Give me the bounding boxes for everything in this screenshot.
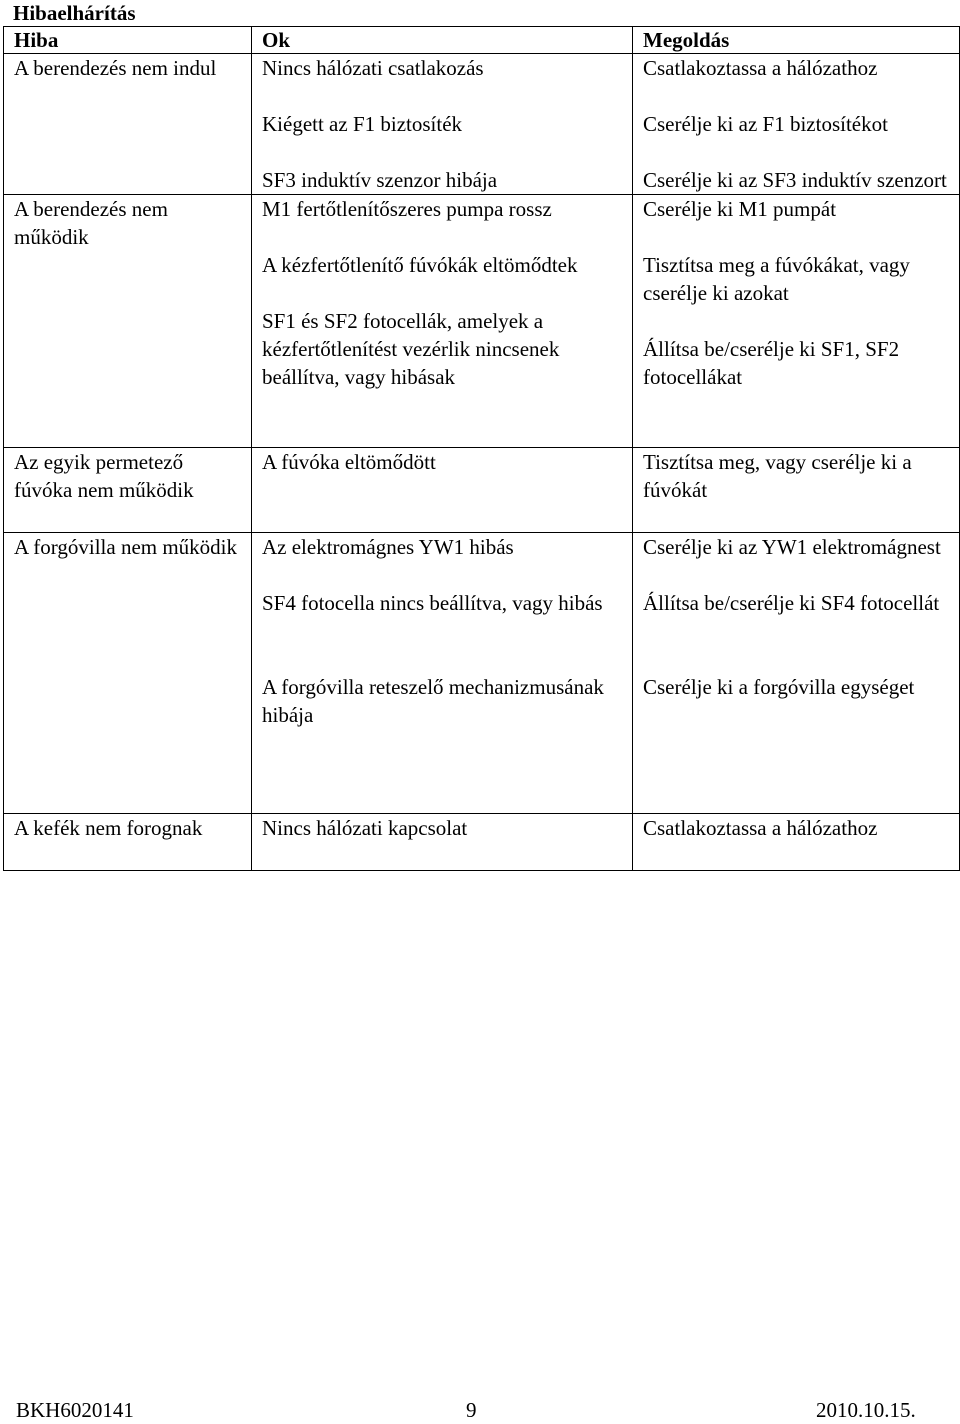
table-row: [4, 448, 960, 533]
solution-cell: [633, 195, 960, 448]
fault-cell: [4, 195, 252, 448]
solution-text: Cserélje ki az SF3 induktív szenzort: [643, 168, 947, 192]
solution-text: Csatlakoztassa a hálózathoz: [643, 816, 878, 840]
cause-text: Nincs hálózati csatlakozás: [262, 56, 484, 80]
header-cause: Ok: [252, 27, 633, 54]
fault-cell: [4, 54, 252, 195]
cause-cell: [252, 195, 633, 448]
solution-cell: [633, 448, 960, 533]
fault-cell: [4, 814, 252, 871]
fault-text: A forgóvilla nem működik: [14, 535, 238, 559]
solution-text: Cserélje ki M1 pumpát: [643, 197, 837, 221]
cause-cell: [252, 448, 633, 533]
footer-doc-id: BKH6020141: [16, 1398, 134, 1422]
fault-text: A berendezés nem működik: [14, 197, 168, 249]
footer-date: 2010.10.15.: [816, 1398, 916, 1422]
table-row: [4, 54, 960, 195]
fault-text: A berendezés nem indul: [14, 56, 217, 80]
solution-text: Tisztítsa meg a fúvókákat, vagy cserélje ki azokat: [643, 253, 910, 305]
cause-cell: [252, 54, 633, 195]
troubleshooting-table: [3, 26, 960, 871]
fault-cell: [4, 448, 252, 533]
page-footer: [0, 1396, 960, 1424]
table-header-row: [4, 27, 960, 54]
solution-cell: [633, 814, 960, 871]
table-row: [4, 533, 960, 814]
solution-text: Cserélje ki a forgóvilla egységet: [643, 675, 915, 699]
cause-text: Kiégett az F1 biztosíték: [262, 112, 463, 136]
solution-text: Cserélje ki az F1 biztosítékot: [643, 112, 888, 136]
table-row: [4, 814, 960, 871]
fault-text: A kefék nem forognak: [14, 816, 203, 840]
cause-cell: [252, 533, 633, 814]
cause-text: SF4 fotocella nincs beállítva, vagy hibás: [262, 591, 603, 615]
solution-text: Tisztítsa meg, vagy cserélje ki a fúvókát: [643, 450, 912, 502]
solution-text: Csatlakoztassa a hálózathoz: [643, 56, 878, 80]
cause-text: M1 fertőtlenítőszeres pumpa rossz: [262, 197, 552, 221]
solution-text: Cserélje ki az YW1 elektromágnest: [643, 535, 941, 559]
cause-text: A fúvóka eltömődött: [262, 450, 436, 474]
page-title: Hibaelhárítás: [13, 1, 136, 25]
fault-cell: [4, 533, 252, 814]
cause-text: A forgóvilla reteszelő mechanizmusának hibája: [262, 675, 604, 727]
solution-cell: [633, 54, 960, 195]
cause-text: Az elektromágnes YW1 hibás: [262, 535, 514, 559]
header-fault: Hiba: [4, 27, 252, 54]
solution-text: Állítsa be/cserélje ki SF1, SF2 fotocellákat: [643, 337, 900, 389]
table-row: [4, 195, 960, 448]
fault-text: Az egyik permetező fúvóka nem működik: [14, 450, 194, 502]
cause-text: SF3 induktív szenzor hibája: [262, 168, 498, 192]
cause-text: Nincs hálózati kapcsolat: [262, 816, 468, 840]
solution-text: Állítsa be/cserélje ki SF4 fotocellát: [643, 591, 940, 615]
cause-cell: [252, 814, 633, 871]
solution-cell: [633, 533, 960, 814]
cause-text: SF1 és SF2 fotocellák, amelyek a kézfertőtlenítést vezérlik nincsenek beállítva, vagy hibásak: [262, 309, 560, 389]
header-solution: Megoldás: [633, 27, 960, 54]
cause-text: A kézfertőtlenítő fúvókák eltömődtek: [262, 253, 578, 277]
footer-page-number: 9: [466, 1398, 477, 1422]
